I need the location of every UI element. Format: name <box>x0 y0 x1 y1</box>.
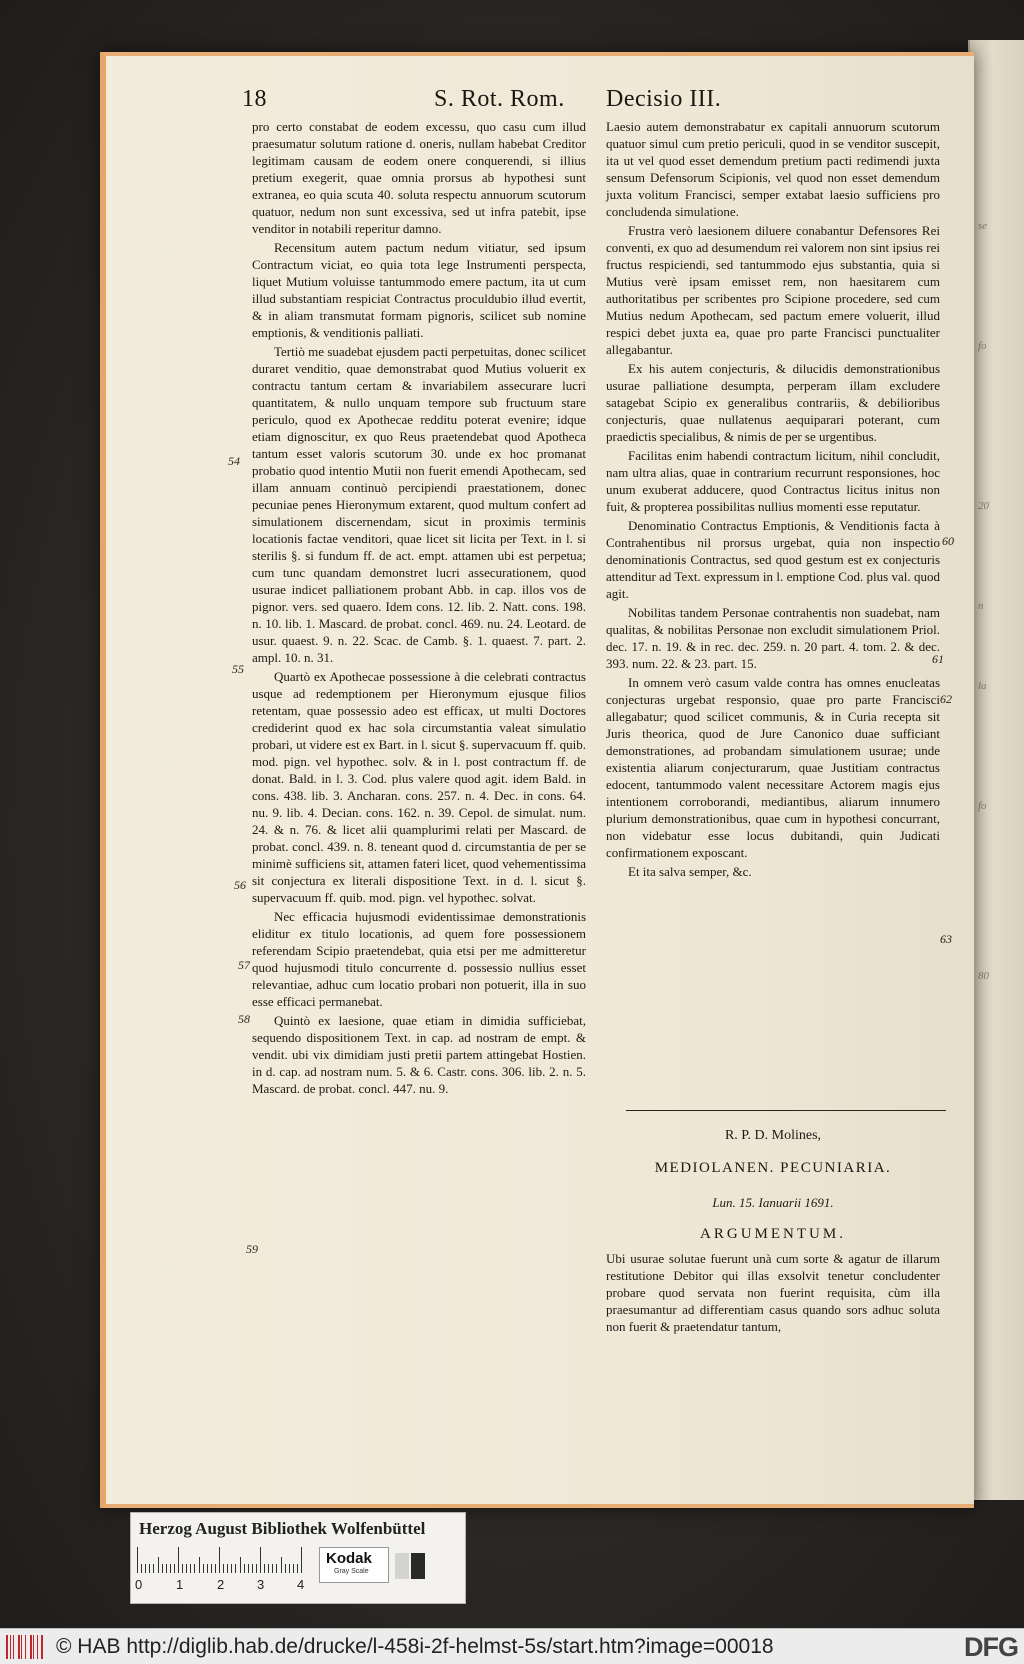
margin-number: 59 <box>246 1242 258 1256</box>
ghost-text: la <box>978 680 987 692</box>
ruler-tick <box>158 1557 159 1573</box>
paragraph: Tertiò me suadebat ejusdem pacti perpetuitas, donec scilicet duraret venditio, quae demonstrabat quod Mutius voluerit ex contractu tantum certam & invariabilem assecurare lucri quantitatem, & nullo unquam tempore sub fructuum stare periculo, quod ex Apothecae redditu poterat evenire; idque etiam dignoscitur, ex quo Reus praetendebat quod Apotheca tantum esset valoris scutorum 30. unde ex hoc promanat probatio quod intentio Mutii non fuerit emendi Apothecam, sed illam annuam continuò percipiendi praestationem, donec pecuniae penes Hieronymum extarent, quod multum confert ad simulationem discernendam, sicut in proximis terminis locationis factae venditori, quae licet sit licita per Text. in l. si sterilis §. si fundum ff. de act. empt. attamen ubi est perpetua; cum tunc quandam demonstret lucri assecurationem, quod usurae indicet palliationem probant Abb. in cap. illos vos de pignor. vers. sed quaero. Idem cons. 12. lib. 2. Natt. cons. 198. n. 10. lib. 1. Mascard. de probat. concl. 469. nu. 24. Leotard. de usur. quaest. 9. n. 22. Scac. de Camb. §. 1. quaest. 7. part. 2. ampl. 10. n. 31. <box>252 344 586 665</box>
ruler-tick <box>231 1564 232 1573</box>
ruler-tick <box>297 1564 298 1573</box>
ruler-tick <box>137 1547 138 1573</box>
page-number: 18 <box>242 86 267 112</box>
left-column <box>252 118 586 1099</box>
margin-number: 54 <box>228 454 240 468</box>
ghost-text: fo <box>978 800 987 812</box>
margin-number: 58 <box>238 1012 250 1026</box>
barcode-stripe <box>33 1635 34 1659</box>
dfg-logo: DFG <box>964 1632 1018 1662</box>
paragraph: In omnem verò casum valde contra has omnes enucleatas conjecturas urgebat responsio, quae pro parte Francisci allegabatur; quod scilicet communis, & in Curia recepta sit Juris theorica, quod de Jure Canonico duae sufficiant demonstrationes, ad probandam simulationem usurae; unde existentia aliarum conjecturarum, quae Justitiam contractus edocent, tantummodo valent necessitare Actorem magis ejus intentionem corroborandi, mediantibus, aliarum innumero plurium demonstrationibus, quae cum in hypothesi concurrant, non videbatur esse locus dubitandi, quin Judicati confirmationem exposcant. <box>606 675 940 860</box>
margin-number: 61 <box>932 652 944 666</box>
paragraph: Recensitum autem pactum nedum vitiatur, sed ipsum Contractum viciat, eo quia tota lege Instrumenti perspecta, liquet Mutium voluisse tantummodo emere pactum, ita ut cum illud substantiam respiciat Contractus proculdubio illud evertit, & in aliam transmutat formam pignoris, scilicet sub nomine emptionis, & venditionis palliati. <box>252 240 586 340</box>
ruler-tick <box>170 1564 171 1573</box>
ruler-tick <box>211 1564 212 1573</box>
paragraph: Facilitas enim habendi contractum licitum, nihil concludit, nam ultra alias, quae in contrarium recurrunt responsiones, hoc unum exuberat adducere, quod Contractus licitus initus non fuit, & propterea possibilitas nullius momenti esse reputatur. <box>606 448 940 514</box>
scale-ruler <box>137 1547 307 1573</box>
ruler-tick <box>153 1564 154 1573</box>
ghost-text: fo <box>978 340 987 352</box>
ruler-tick <box>240 1557 241 1573</box>
right-column <box>606 118 940 882</box>
ruler-tick <box>276 1564 277 1573</box>
gray-swatch-light <box>395 1553 409 1579</box>
barcode-stripe <box>37 1635 38 1659</box>
ruler-tick <box>219 1547 220 1573</box>
ruler-label: 4 <box>297 1577 305 1592</box>
next-page-edge <box>968 40 1024 1500</box>
paragraph: Quintò ex laesione, quae etiam in dimidia sufficiebat, sequendo dispositionem Text. in cap. ad nostram de empt. & vendit. ubi vix dimidiam justi pretii partem attingebat Hostien. in d. cap. ad nostram num. 5. & 6. Castr. cons. 306. lib. 2. n. 5. Mascard. de probat. concl. 447. nu. 9. <box>252 1013 586 1096</box>
ruler-tick <box>272 1564 273 1573</box>
ruler-tick <box>235 1564 236 1573</box>
barcode-stripe <box>6 1635 8 1659</box>
card-title: Herzog August Bibliothek Wolfenbüttel <box>139 1519 426 1538</box>
ruler-tick <box>186 1564 187 1573</box>
margin-number: 57 <box>238 958 250 972</box>
paragraph: pro certo constabat de eodem excessu, quo casu cum illud praesumatur solutum ratione d. oneris, nullam habebat Creditor legitimam causam de eodem onere conquerendi, si illius pretium exegerit, quae omnia prorsus ab hypothesi sunt extranea, eo quia scuta 40. soluta respectu annuorum scutorum quatuor, nedum non sunt excessiva, sed ut infra patebit, ipse venditor in notabili reperitur damno. <box>252 119 586 236</box>
document-page <box>100 52 974 1508</box>
margin-number: 62 <box>940 692 952 706</box>
ruler-tick <box>268 1564 269 1573</box>
kodak-logo <box>319 1547 389 1583</box>
barcode-stripe <box>18 1635 20 1659</box>
ruler-tick <box>166 1564 167 1573</box>
ruler-tick <box>145 1564 146 1573</box>
paragraph: Quartò ex Apothecae possessione à die celebrati contractus usque ad redemptionem per Hieronymum ejusque filios retentam, quae possessio adeo est efficax, ut multi Doctores crediderint quod ex hac sola circumstantia valeat simulatio probari, ut videre est ex Bart. in l. sicut §. supervacuum ff. quib. mod. pign. vel hypothec. solv. & in l. post contractum ff. de donat. Bald. in l. 3. Cod. plus valere quod agit. idem Bald. in cons. 438. lib. 3. Ancharan. cons. 257. n. 4. Dec. in cons. 64. nu. 9. lib. 4. Decian. cons. 162. n. 39. Cepol. de simulat. num. 24. & n. 76. & licet alii quamplurimi relati per Mascard. de probat. concl. 439. n. 8. teneant quod d. circumstantia de per se minimè sufficiens sit, attamen fateri licet, quod vehementissima sit conjectura ex literali dispositione Text. in d. l. sicut §. supervacuum ff. quib. mod. pign. vel hypothec. solvat. <box>252 669 586 905</box>
ruler-tick <box>149 1564 150 1573</box>
argument-heading: ARGUMENTUM. <box>700 1226 846 1242</box>
ghost-text: 20 <box>978 500 989 512</box>
paragraph: Et ita salva semper, &c. <box>628 864 752 879</box>
ghost-text: se <box>978 220 988 232</box>
case-judge: R. P. D. Molines, <box>724 1128 822 1143</box>
color-calibration-card <box>130 1512 466 1604</box>
paragraph: Nobilitas tandem Personae contrahentis non suadebat, nam qualitas, & nobilitas Personae non excludit simulationem Priol. dec. 17. n. 19. & in rec. dec. 259. n. 20 part. 4. tom. 2. & dec. 393. num. 22. & 23. part. 15. <box>606 605 940 671</box>
ruler-tick <box>264 1564 265 1573</box>
running-title: S. Rot. Rom. <box>434 86 565 112</box>
decision-title: Decisio III. <box>606 86 722 112</box>
ruler-tick <box>289 1564 290 1573</box>
paragraph: Laesio autem demonstrabatur ex capitali annuorum scutorum quatuor simul cum pretio periculi, quod in se venditor suscepit, ita ut vel quod esset demendum pretium pacti redimendi juxta sensum Defensorum Scipionis, vel quod non esset demendum juxta volitum Francisci, semper extabat laesio sufficiens pro concludenda simulatione. <box>606 119 940 219</box>
ruler-tick <box>227 1564 228 1573</box>
barcode-stripe <box>13 1635 14 1659</box>
paragraph: Nec efficacia hujusmodi evidentissimae demonstrationis eliditur ex titulo locationis, ad quem fore possessionem referendam Scipio praetendebat, quia etsi per me admitteretur quod hujusmodi titulo concurrente d. possessio nullius esset relevantiae, adhuc cum locatio probari non potuerit, illa in suo esse efficaci permanebat. <box>252 909 586 1009</box>
ruler-tick <box>190 1564 191 1573</box>
ghost-text: 80 <box>978 970 989 982</box>
ruler-tick <box>203 1564 204 1573</box>
ruler-tick <box>260 1547 261 1573</box>
ruler-tick <box>141 1564 142 1573</box>
ruler-tick <box>248 1564 249 1573</box>
ruler-tick <box>194 1564 195 1573</box>
barcode-stripe <box>41 1635 43 1659</box>
ruler-label: 2 <box>217 1577 225 1592</box>
paragraph: Frustra verò laesionem diluere conabantur Defensores Rei conventi, ex quo ad desumendum rei valorem non sint ipsius rei fructus respiciendi, sed tantummodo ejus substantia, quia si Mutius verè ipsam emisset rem, non haesitarem cum authoritatibus per scribentes pro Scipione procedere, sed cum Mutius nedum Apothecam, sed pactum emere voluerit, illud respici debet juxta ea, quae pro parte Francisci punctualiter allegabantur. <box>606 223 940 357</box>
margin-number: 56 <box>234 878 246 892</box>
ruler-tick <box>178 1547 179 1573</box>
ruler-label: 0 <box>135 1577 143 1592</box>
source-url[interactable]: © HAB http://diglib.hab.de/drucke/l-458i-2f-helmst-5s/start.htm?image=00018 <box>56 1635 774 1658</box>
margin-number: 63 <box>940 932 952 946</box>
ruler-tick <box>256 1564 257 1573</box>
ruler-tick <box>174 1564 175 1573</box>
paragraph: Denominatio Contractus Emptionis, & Venditionis facta à Contrahentibus nil prorsus urgebat, quia non inspectio denominationis Contractus, sed quod gestum est ex conjecturis attenditur ad Text. expressum in l. emptione Cod. plus val. quod agit. <box>606 518 940 601</box>
kodak-subtitle: Gray Scale <box>334 1568 369 1575</box>
ruler-tick <box>223 1564 224 1573</box>
ruler-tick <box>301 1547 302 1573</box>
ruler-label: 1 <box>176 1577 184 1592</box>
footer-bar <box>0 1628 1024 1664</box>
ruler-tick <box>244 1564 245 1573</box>
margin-number: 60 <box>942 534 954 548</box>
kodak-brand: Kodak <box>326 1550 372 1567</box>
argument-column <box>606 1250 940 1337</box>
barcode-stripe <box>30 1635 32 1659</box>
ruler-tick <box>207 1564 208 1573</box>
ruler-tick <box>182 1564 183 1573</box>
margin-number: 55 <box>232 662 244 676</box>
barcode-stripe <box>21 1635 22 1659</box>
barcode-stripe <box>25 1635 26 1659</box>
argument-text: Ubi usurae solutae fuerunt unà cum sorte & agatur de illarum restitutione Debitor qui illas exsolvit tenetur concludenter probare quod servata non fuerint requisita, cùm illa praesumantur ad differentiam casus quando sors adhuc soluta non fuerit & praetendatur tantum, <box>606 1251 940 1334</box>
paragraph: Ex his autem conjecturis, & dilucidis demonstrationibus usurae palliatione desumpta, perperam illam excludere satagebat Scipio ex generalibus contrariis, & debilioribus conjecturis, quae nullatenus aequiparari poterant, cum praedictis specialibus, & nimis de per se urgentibus. <box>606 361 940 444</box>
ruler-tick <box>215 1564 216 1573</box>
barcode-stripe <box>10 1635 11 1659</box>
ruler-tick <box>252 1564 253 1573</box>
case-date: Lun. 15. Ianuarii 1691. <box>712 1195 834 1210</box>
ruler-tick <box>199 1557 200 1573</box>
ruler-label: 3 <box>257 1577 265 1592</box>
ghost-text: n <box>978 600 984 612</box>
case-title: MEDIOLANEN. PECUNIARIA. <box>654 1160 892 1176</box>
barcode-icon <box>6 1635 46 1659</box>
ruler-tick <box>162 1564 163 1573</box>
section-divider <box>626 1110 946 1111</box>
ruler-tick <box>281 1557 282 1573</box>
ruler-tick <box>293 1564 294 1573</box>
ruler-tick <box>285 1564 286 1573</box>
gray-swatch-dark <box>411 1553 425 1579</box>
